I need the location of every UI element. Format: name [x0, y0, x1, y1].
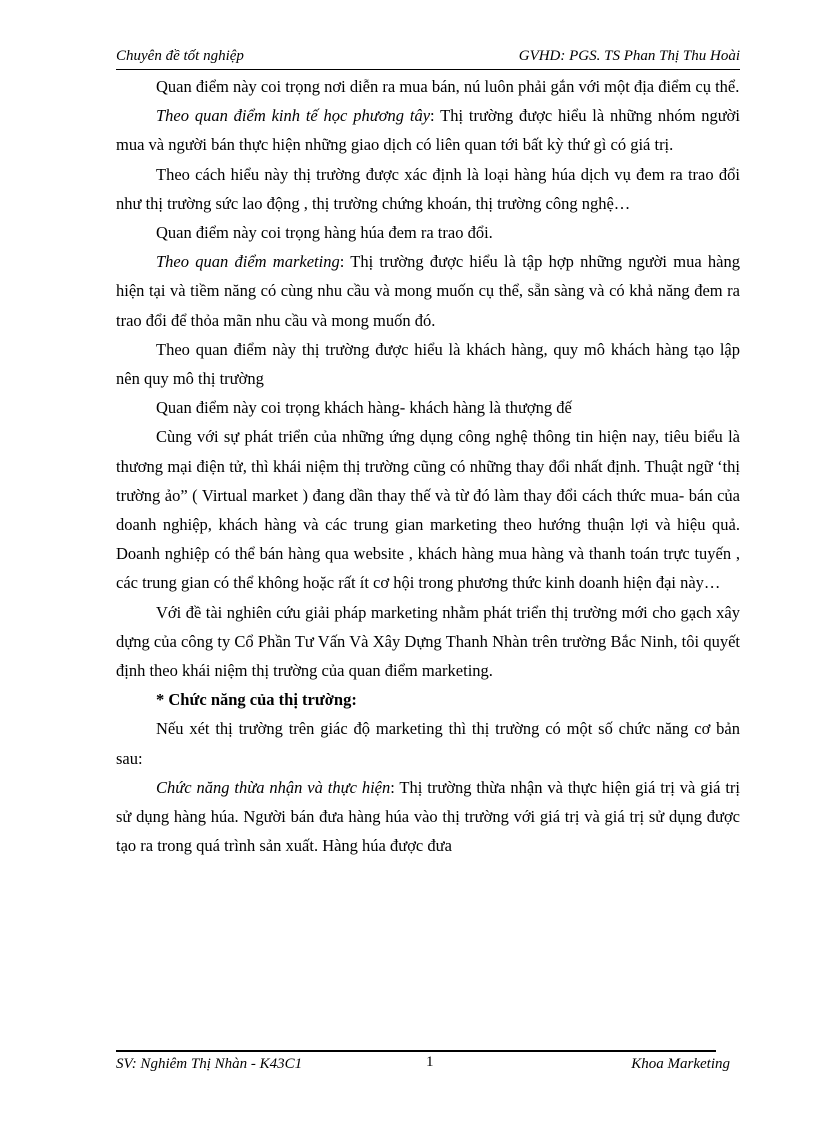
- page-header: [116, 47, 740, 70]
- page-number: 1: [426, 1054, 434, 1070]
- paragraph-2-lead: Theo quan điểm kinh tế học phương tây: [156, 106, 431, 126]
- paragraph-5-lead: Theo quan điểm marketing: [156, 252, 340, 272]
- paragraph-8: Cùng với sự phát triển của những ứng dụng công nghệ thông tin hiện nay, tiêu biểu là thương mại điện tử, thì khái niệm thị trường cũng có những thay đổi nhất định. Thuật ngữ ‘thị trường ảo” ( Virtual market ) đang dần thay thế và từ đó làm thay đổi cách thức mua- bán của doanh nghiệp, khách hàng và các trung gian marketing theo hướng thuận lợi và hiệu quả. Doanh nghiệp có thể bán hàng qua website , khách hàng mua hàng và thanh toán trực tuyến , các trung gian có thể không hoặc rất ít cơ hội trong phương thức kinh doanh hiện đại này…: [116, 427, 740, 593]
- paragraph-3: Theo cách hiểu này thị trường được xác định là loại hàng húa dịch vụ đem ra trao đổi như thị trường sức lao động , thị trường chứng khoán, thị trường công nghệ…: [116, 164, 740, 213]
- paragraph-1: Quan điểm này coi trọng nơi diễn ra mua bán, nú luôn phải gắn với một địa điểm cụ thể.: [156, 77, 740, 96]
- section-heading: * Chức năng của thị trường:: [156, 690, 357, 710]
- document-body: [116, 72, 740, 860]
- paragraph-11: [116, 773, 740, 861]
- footer-department: Khoa Marketing: [631, 1056, 730, 1072]
- paragraph-5-text: : Thị trường được hiểu là tập hợp những người mua hàng hiện tại và tiềm năng có cùng nhu cầu và mong muốn cụ thể, sẵn sàng và có khả năng đem ra trao đổi để thỏa mãn nhu cầu và mong muốn đó.: [116, 252, 740, 330]
- paragraph-5: [116, 247, 740, 335]
- footer-divider: [116, 1050, 716, 1052]
- paragraph-9: Với đề tài nghiên cứu giải pháp marketing nhằm phát triển thị trường mới cho gạch xây dựng của công ty Cổ Phần Tư Vấn Và Xây Dựng Thanh Nhàn trên trường Bắc Ninh, tôi quyết định theo khái niệm thị trường của quan điểm marketing.: [116, 602, 740, 681]
- paragraph-6: Theo quan điểm này thị trường được hiểu là khách hàng, quy mô khách hàng tạo lập nên quy mô thị trường: [116, 339, 740, 389]
- header-title: Chuyên đề tốt nghiệp: [116, 48, 244, 64]
- paragraph-11-lead: Chức năng thừa nhận và thực hiện: [156, 777, 391, 797]
- footer-student: SV: Nghiêm Thị Nhàn - K43C1: [116, 1056, 303, 1072]
- paragraph-10: Nếu xét thị trường trên giác độ marketing thì thị trường có một số chức năng cơ bản sau:: [116, 719, 740, 768]
- paragraph-7: Quan điểm này coi trọng khách hàng- khách hàng là thượng đế: [156, 398, 572, 418]
- paragraph-11-text: : Thị trường thừa nhận và thực hiện giá trị và giá trị sử dụng hàng húa. Người bán đưa hàng húa vào thị trường với giá trị và giá trị sử dụng được tạo ra trong quá trình sản xuất. Hàng húa được đưa: [116, 777, 740, 856]
- paragraph-4: Quan điểm này coi trọng hàng húa đem ra trao đổi.: [156, 223, 493, 243]
- paragraph-2-text: : Thị trường được hiểu là những nhóm người mua và người bán thực hiện những giao dịch có liên quan tới bất kỳ thứ gì có giá trị.: [116, 106, 740, 155]
- page-footer: [116, 1054, 730, 1076]
- header-supervisor: GVHD: PGS. TS Phan Thị Thu Hoài: [518, 48, 740, 64]
- paragraph-2: [116, 101, 740, 159]
